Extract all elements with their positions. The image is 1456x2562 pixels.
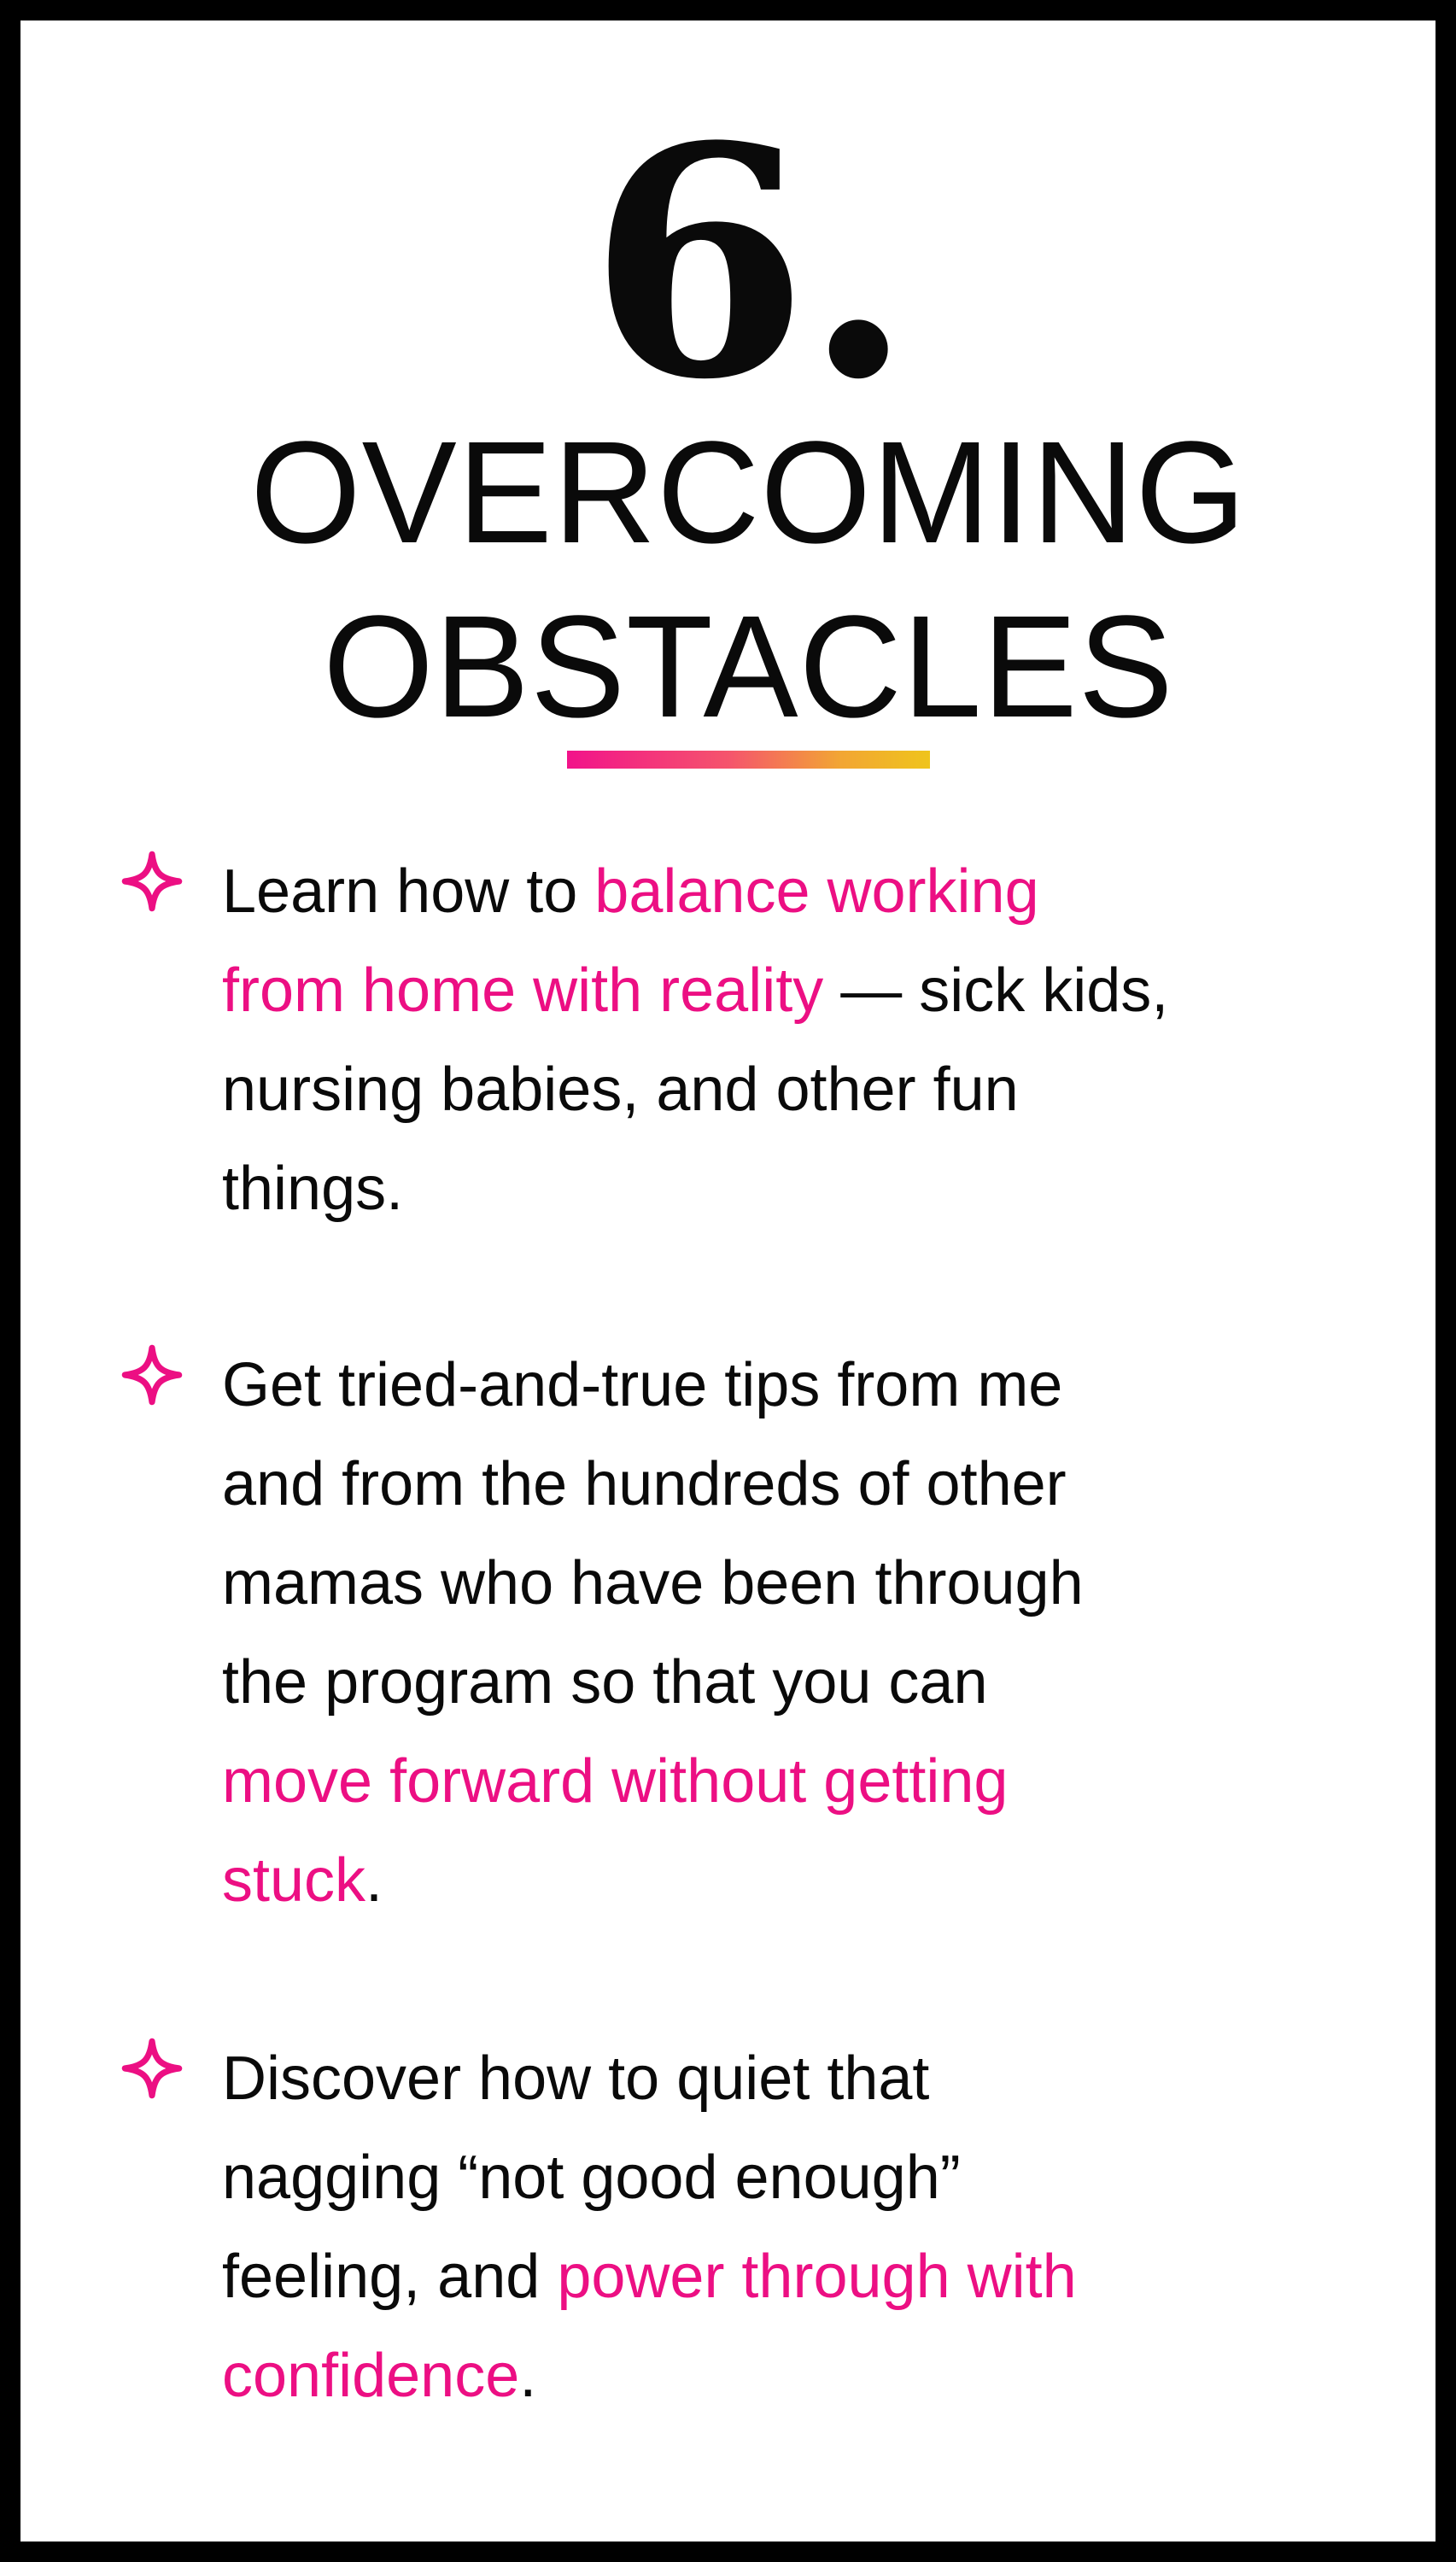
text-segment: nagging “not good enough”	[222, 2144, 961, 2212]
bullet-line	[222, 1732, 1452, 1831]
text-segment: feeling, and	[222, 2243, 558, 2311]
bullet-line	[222, 2326, 1452, 2425]
highlighted-text: stuck	[222, 1846, 366, 1915]
text-segment: .	[519, 2342, 537, 2410]
title-underline-gradient	[567, 751, 930, 769]
text-segment: Discover how to quiet that	[222, 2044, 930, 2113]
bullet-text	[222, 1336, 1452, 1930]
bullet-line	[222, 1040, 1452, 1139]
text-segment: .	[365, 1846, 383, 1915]
sparkle-icon	[121, 851, 183, 912]
bullet-line	[222, 1435, 1452, 1534]
highlighted-text: confidence	[222, 2342, 520, 2410]
highlighted-text: from home with reality	[222, 956, 824, 1025]
text-segment: — sick kids,	[823, 956, 1169, 1025]
bullet-line	[222, 1336, 1452, 1435]
highlighted-text: power through with	[557, 2243, 1077, 2311]
bullet-line	[222, 842, 1452, 941]
sparkle-icon	[121, 2038, 183, 2099]
text-segment: mamas who have been through	[222, 1549, 1084, 1617]
sparkle-icon	[121, 1344, 183, 1406]
text-segment: and from the hundreds of other	[222, 1450, 1067, 1518]
bullet-line	[222, 1831, 1452, 1930]
page-title-line-2: OBSTACLES	[323, 586, 1174, 748]
section-number: 6.	[588, 79, 909, 449]
bullet-line	[222, 1633, 1452, 1732]
highlighted-text: move forward without getting	[222, 1747, 1009, 1816]
bullet-line	[222, 1534, 1452, 1633]
text-segment: the program so that you can	[222, 1648, 988, 1717]
bullet-line	[222, 2227, 1452, 2326]
bullet-line	[222, 1139, 1452, 1238]
bullet-line	[222, 2128, 1452, 2227]
bullet-line	[222, 941, 1452, 1040]
text-segment: things.	[222, 1155, 404, 1223]
bullet-text	[222, 842, 1452, 1238]
bullet-line	[222, 2029, 1452, 2128]
text-segment: Get tried-and-true tips from me	[222, 1351, 1063, 1419]
text-segment: Learn how to	[222, 857, 595, 926]
highlighted-text: balance working	[594, 857, 1039, 926]
text-segment: nursing babies, and other fun	[222, 1056, 1019, 1124]
bullet-text	[222, 2029, 1452, 2425]
page-title-line-1: OVERCOMING	[250, 412, 1247, 574]
